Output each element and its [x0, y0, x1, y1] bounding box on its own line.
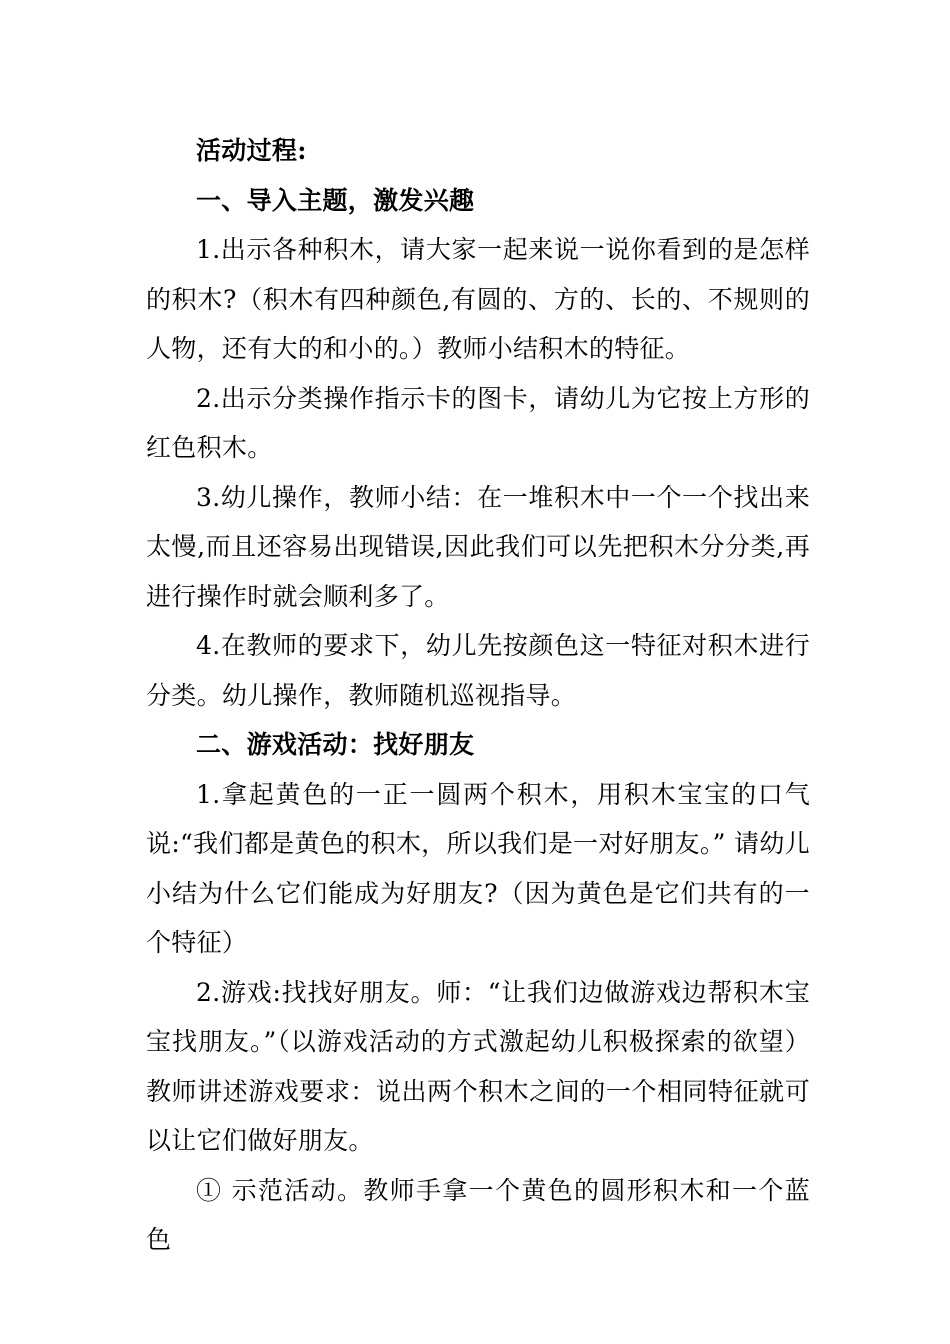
- section-heading-game: 二、游戏活动：找好朋友: [196, 730, 475, 759]
- paragraph-intro-1: 1.出示各种积木，请大家一起来说一说你看到的是怎样的积木?（积木有四种颜色,有圆的、方的、长的、不规则的人物，还有大的和小的。）教师小结积木的特征。: [146, 235, 810, 363]
- section-heading-intro: 一、导入主题，激发兴趣: [196, 185, 475, 215]
- paragraph-game-2: 2.游戏:找找好朋友。师：“让我们边做游戏边帮积木宝宝找朋友。”（以游戏活动的方式激起幼儿积极探索的欲望）教师讲述游戏要求：说出两个积木之间的一个相同特征就可以让它们做好朋友。: [146, 977, 810, 1155]
- document-content: [146, 126, 810, 1265]
- paragraph-intro-3: 3.幼儿操作，教师小结：在一堆积木中一个一个找出来太慢,而且还容易出现错误,因此我们可以先把积木分分类,再进行操作时就会顺利多了。: [146, 482, 810, 611]
- paragraph-game-3: ① 示范活动。教师手拿一个黄色的圆形积木和一个蓝色: [146, 1175, 810, 1254]
- paragraph-game-1: 1.拿起黄色的一正一圆两个积木，用积木宝宝的口气说:“我们都是黄色的积木，所以我们是一对好朋友。” 请幼儿小结为什么它们能成为好朋友?（因为黄色是它们共有的一个特征）: [146, 779, 810, 957]
- paragraph-intro-2: 2.出示分类操作指示卡的图卡，请幼儿为它按上方形的红色积木。: [146, 383, 810, 462]
- section-heading-process: 活动过程:: [196, 136, 307, 165]
- paragraph-intro-4: 4.在教师的要求下，幼儿先按颜色这一特征对积木进行分类。幼儿操作，教师随机巡视指导。: [146, 631, 810, 710]
